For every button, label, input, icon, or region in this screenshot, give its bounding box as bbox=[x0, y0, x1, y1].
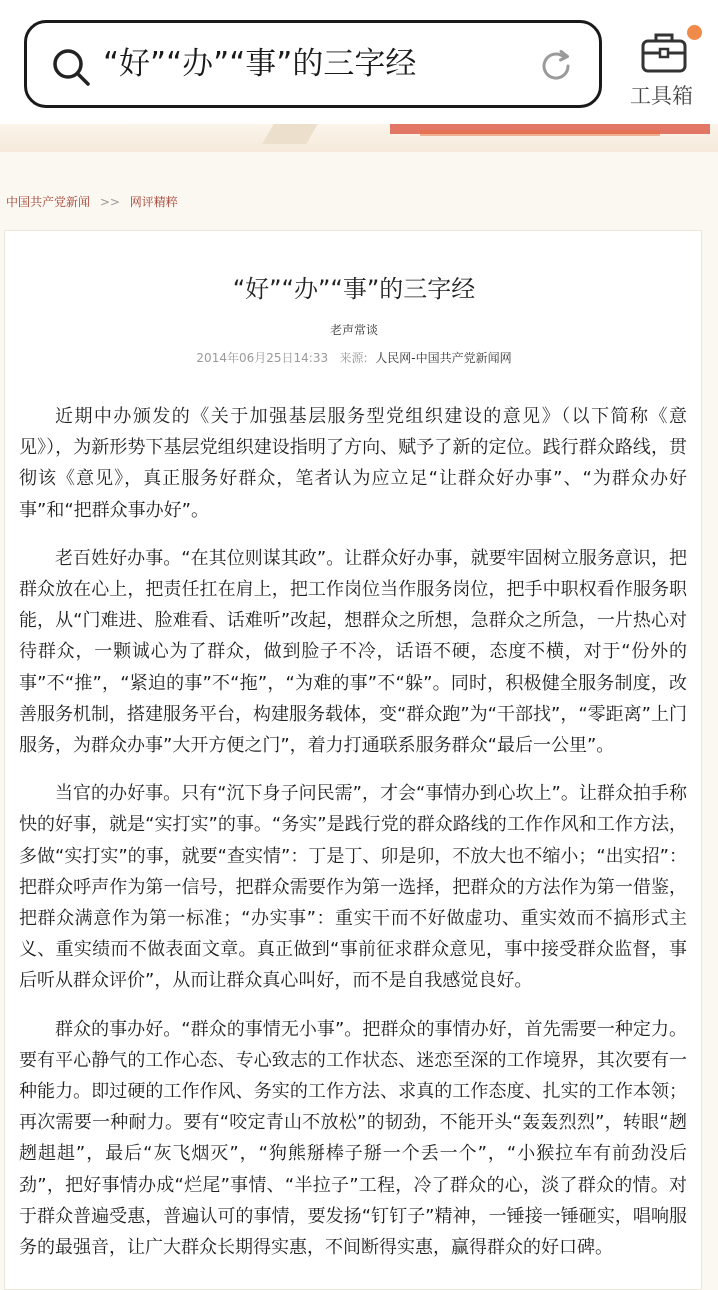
banner-decoration bbox=[420, 130, 660, 136]
breadcrumb-item[interactable]: 中国共产党新闻 bbox=[6, 195, 91, 209]
toolbox-label: 工具箱 bbox=[630, 84, 693, 108]
top-bar bbox=[0, 0, 718, 124]
article-paragraph: 老百姓好办事。“在其位则谋其政”。让群众好办事，就要牢固树立服务意识，把群众放在心上，把责任扛在肩上，把工作岗位当作服务岗位，把手中职权看作服务职能，从“门难进、脸难看、话难听”改起，想群众之所想，急群众之所急，一片热心对待群众，一颗诚心为了群众，做到脸子不冷，话语不硬，态度不横，对于“份外的事”不“推”，“紧迫的事”不“拖”，“为难的事”不“躲”。同时，积极健全服务制度，改善服务机制，搭建服务平台，构建服务载体，变“群众跑”为“干部找”，“零距离”上门服务，为群众办事”大开方便之门”，着力打通联系服务群众“最后一公里”。 bbox=[19, 547, 687, 757]
article-datetime: 2014年06月25日14:33 bbox=[196, 351, 329, 365]
search-box[interactable] bbox=[24, 20, 602, 108]
article-paragraph: 群众的事办好。“群众的事情无小事”。把群众的事情办好，首先需要一种定力。要有平心静气的工作心态、专心致志的工作状态、迷恋至深的工作境界，其次要有一种能力。即过硬的工作作风、务实的工作方法、求真的工作态度、扎实的工作本领；再次需要一种耐力。要有“咬定青山不放松”的韧劲，不能开头“轰轰烈烈”，转眼“趔趔趄趄”，最后“灰飞烟灭”，“狗熊掰棒子掰一个丢一个”，“小猴拉车有前劲没后劲”，把好事情办成“烂尾”事情、“半拉子”工程，冷了群众的心，淡了群众的情。对于群众普遍受惠，普遍认可的事情，要发扬“钉钉子”精神，一锤接一锤砸实，唱响服务的最强音，让广大群众长期得实惠，不间断得实惠，赢得群众的好口碑。 bbox=[19, 1018, 687, 1259]
breadcrumb-separator: >> bbox=[99, 195, 120, 209]
article-author: 老声常谈 bbox=[329, 323, 378, 337]
article-source[interactable]: 人民网-中国共产党新闻网 bbox=[375, 351, 512, 365]
source-label: 来源: bbox=[339, 351, 368, 365]
toolbox-icon bbox=[640, 30, 688, 78]
breadcrumb bbox=[6, 193, 178, 210]
search-query[interactable]: “好”“办”“事”的三字经 bbox=[103, 46, 417, 82]
article-paragraph: 近期中办颁发的《关于加强基层服务型党组织建设的意见》（以下简称《意见》），为新形势下基层党组织建设指明了方向、赋予了新的定位。践行群众路线，贯彻该《意见》，真正服务好群众，笔者认为应立足“让群众好办事”、“为群众办好事”和“把群众事办好”。 bbox=[19, 406, 687, 521]
article-title: “好”“办”“事”的三字经 bbox=[232, 275, 476, 303]
article-meta bbox=[5, 349, 703, 366]
article-paragraph: 当官的办好事。只有“沉下身子问民需”，才会“事情办到心坎上”。让群众拍手称快的好事，就是“实打实”的事。“务实”是践行党的群众路线的工作作风和工作方法，多做“实打实”的事，就要“查实情”：丁是丁、卯是卯，不放大也不缩小；“出实招”：把群众呼声作为第一信号，把群众需要作为第一选择，把群众的方法作为第一借鉴，把群众满意作为第一标准；“办实事”：重实干而不好做虚功、重实效而不搞形式主义、重实绩而不做表面文章。真正做到“事前征求群众意见，事中接受群众监督，事后听从群众评价”，从而让群众真心叫好，而不是自我感觉良好。 bbox=[19, 783, 687, 992]
header-banner bbox=[0, 124, 718, 152]
refresh-icon[interactable] bbox=[539, 49, 573, 87]
banner-decoration bbox=[262, 124, 318, 144]
notification-badge bbox=[687, 25, 702, 40]
search-icon[interactable] bbox=[51, 47, 91, 91]
breadcrumb-item[interactable]: 网评精粹 bbox=[129, 195, 178, 209]
article-card bbox=[4, 230, 702, 1290]
toolbox-button[interactable] bbox=[630, 24, 700, 114]
article-body bbox=[19, 401, 687, 1280]
